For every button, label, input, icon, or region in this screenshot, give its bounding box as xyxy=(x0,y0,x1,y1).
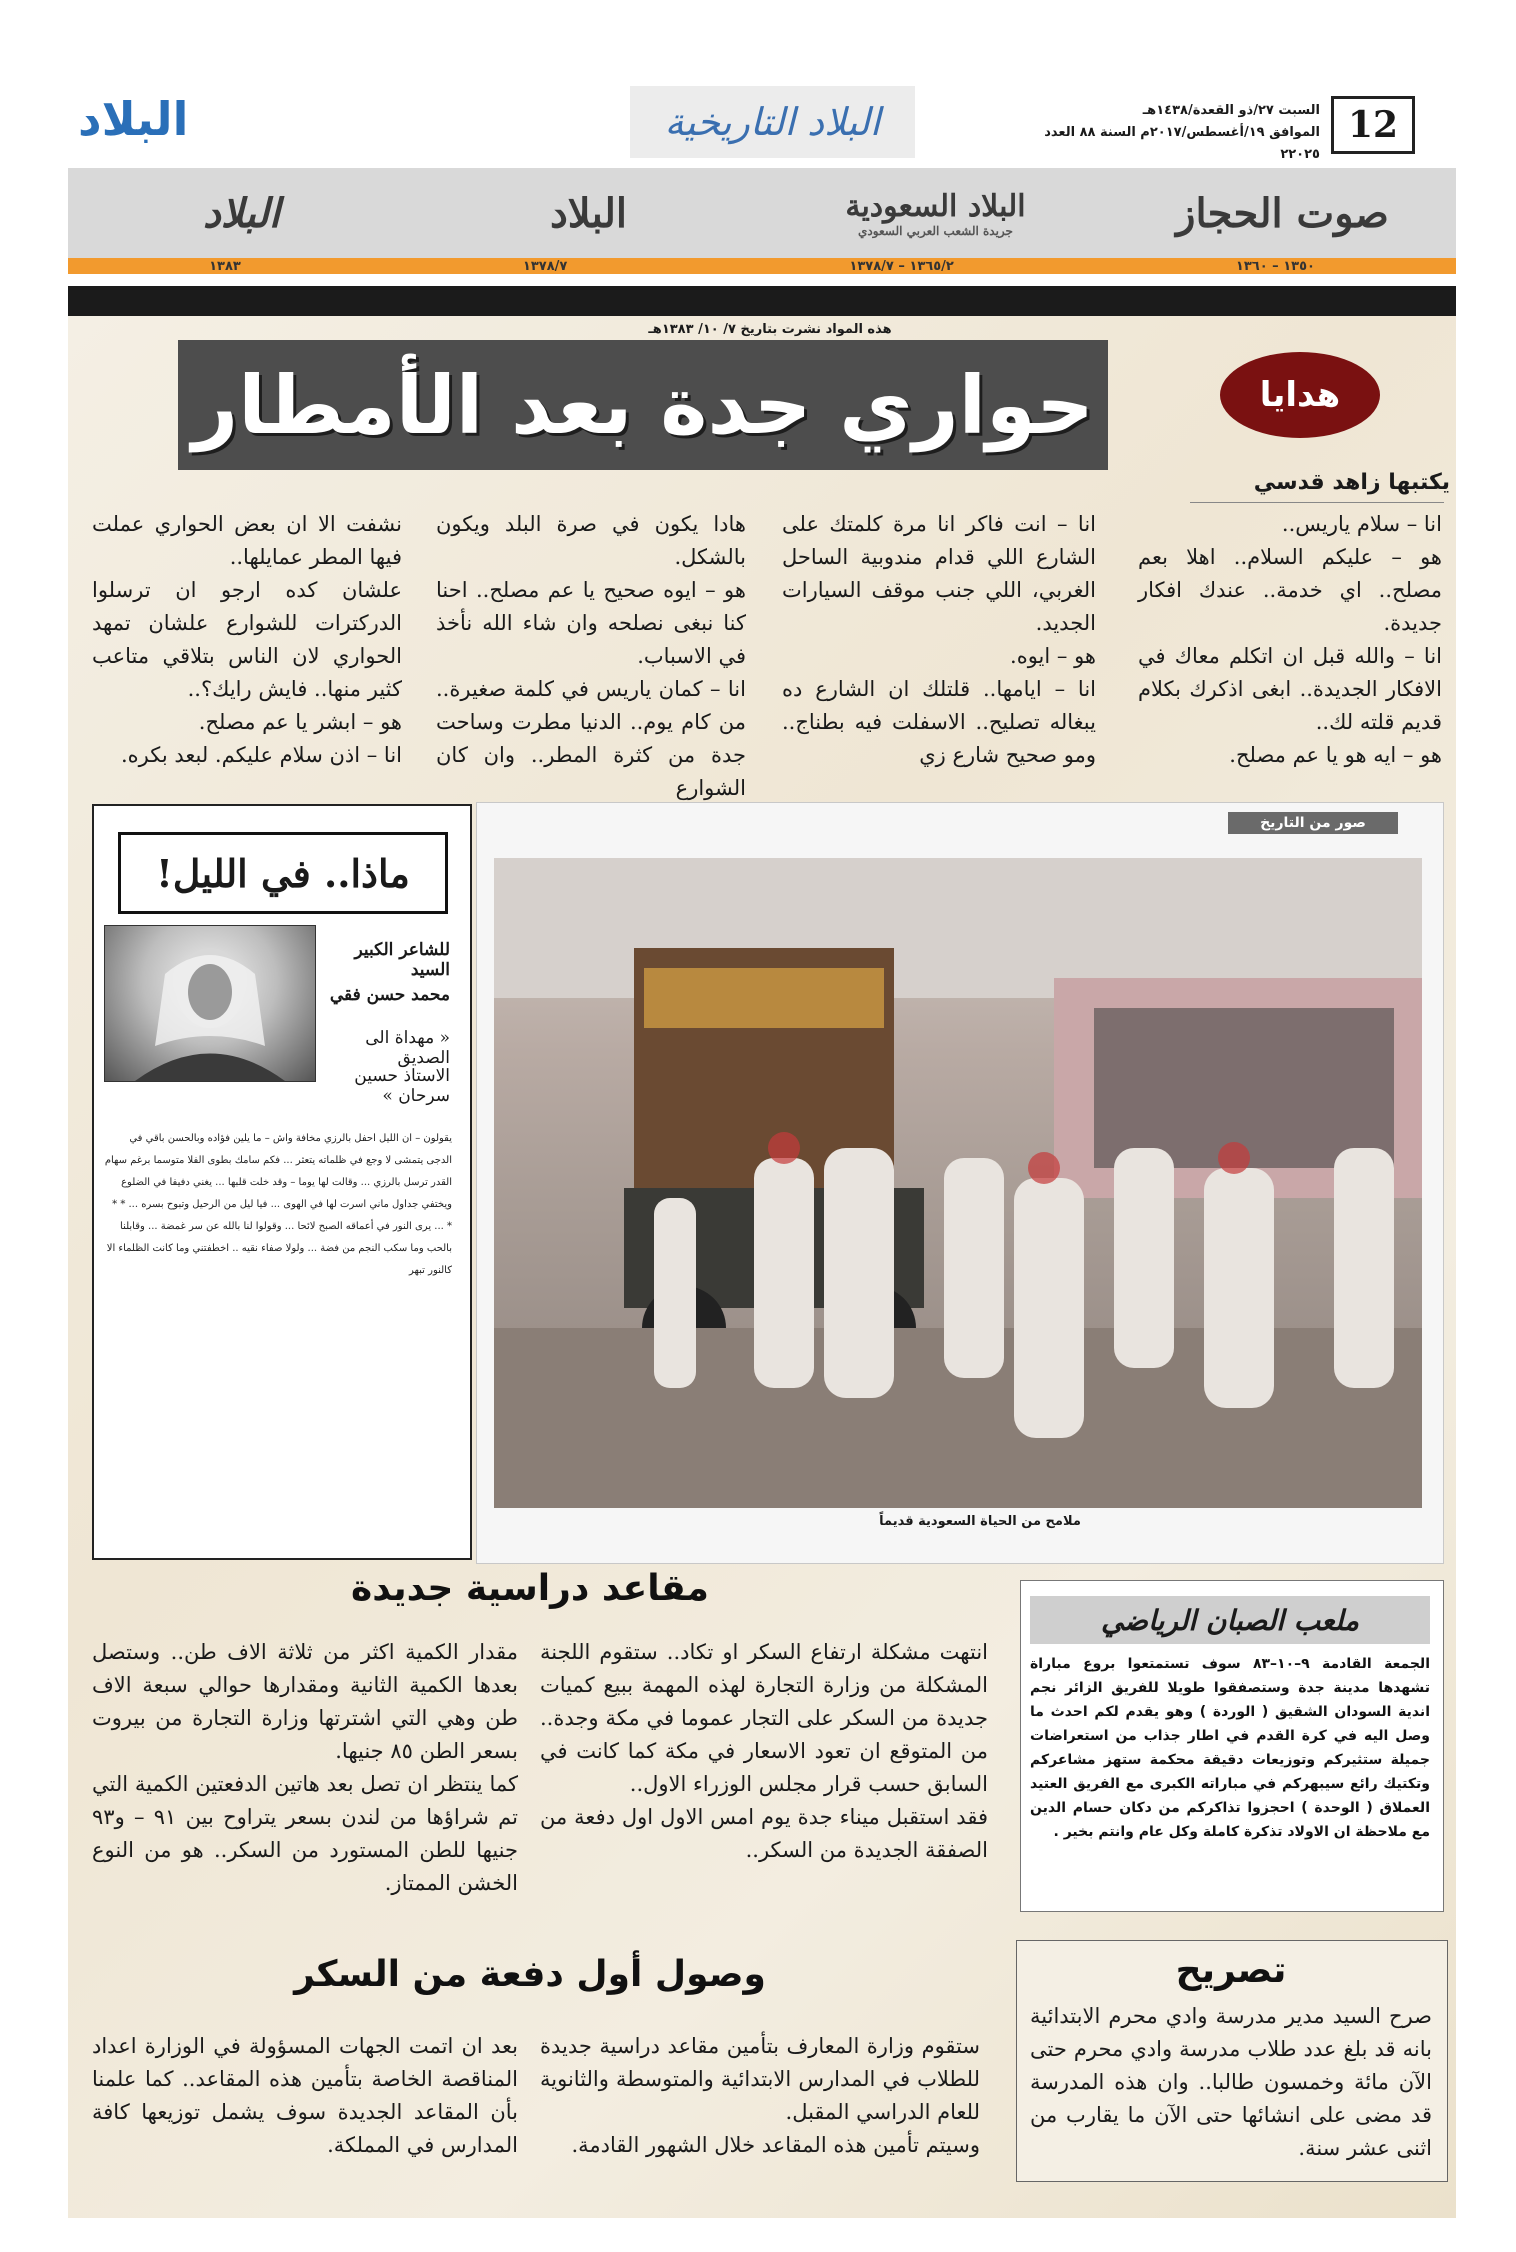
byline-rule xyxy=(1190,502,1444,503)
section-badge: هدايا xyxy=(1220,352,1380,438)
poet-portrait xyxy=(104,925,316,1082)
byline: يكتبها زاهد قدسي xyxy=(1253,470,1450,495)
sugar-column-2: بعد ان اتمت الجهات المسؤولة في الوزارة اعداد المناقصة الخاصة بتأمين هذه المقاعد.. كما علمنا بأن المقاعد الجديدة سوف يشمل توزيعها كافة المدارس في المملكة. xyxy=(92,2034,518,2157)
historical-logos-strip xyxy=(68,168,1456,258)
year-ranges-strip xyxy=(68,258,1456,274)
albilad-logo[interactable]: البلاد xyxy=(78,92,189,146)
black-divider-bar xyxy=(68,286,1456,316)
statement-title: تصريح xyxy=(1175,1950,1287,1991)
sports-clipping-title: ملعب الصبان الرياضي xyxy=(1030,1596,1430,1644)
old-logo-sawt-alhijaz: صوت الحجاز xyxy=(1176,189,1389,237)
article-column-4: نشفت الا ان بعض الحواري عملت فيها المطر عمايلها.. علشان كده ارجو ان ترسلوا الدركترات للشوارع علشان تمهد الحواري لان الناس بتلاقي متاعب كثير منها.. فايش رايك؟.. هو – ابشر يا عم مصلح. انا – اذن سلام عليكم. لبعد بكره. xyxy=(92,512,402,767)
statement-text: صرح السيد مدير مدرسة وادي محرم الابتدائية بانه قد بلغ عدد طلاب مدرسة وادي محرم حتى الآن مائة وخمسون طالبا.. وان هذه المدرسة قد مضى على انشائها حتى الآن ما يقارب من اثنى عشر سنة. xyxy=(1030,2004,1432,2160)
poet-name: محمد حسن فقي xyxy=(329,985,450,1005)
main-headline: حواري جدة بعد الأمطار xyxy=(192,358,1094,452)
year-range: ١٣٥٠ – ١٣٦٠ xyxy=(1235,258,1315,274)
dedication-line: « مهداة الى الصديق xyxy=(365,1028,450,1068)
old-logo-albilad-2: البلاد xyxy=(202,189,281,237)
section-banner: البلاد التاريخية xyxy=(630,86,915,158)
old-logo-albilad-alsaudia: البلاد السعودية جريدة الشعب العربي السعودي xyxy=(845,188,1026,238)
article-column-1: انا – سلام ياريس.. هو – عليكم السلام.. اهلا بعم مصلح.. اي خدمة.. عندك افكار جديدة. انا – والله قبل ان اتكلم معاك في الافكار الجديدة.. ابغى اذكرك بكلام قديم قلته لك.. هو – ايه هو يا عم مصلح. xyxy=(1138,512,1442,767)
issue-date-line: السبت ٢٧/ذو القعدة/١٤٣٨هـ xyxy=(1142,103,1320,118)
historical-photo[interactable] xyxy=(494,858,1422,1508)
photo-caption: ملامح من الحياة السعودية قديماً xyxy=(879,1514,1081,1529)
seats-column-1: انتهت مشكلة ارتفاع السكر او تكاد.. ستقوم اللجنة المشكلة من وزارة التجارة لهذه المهمة ببيع كميات جديدة من السكر على التجار عموما في مكة وجدة.. من المتوقع ان تعود الاسعار في مكة كما كانت في السابق حسب قرار مجلس الوزراء الاول.. فقد استقبل ميناء جدة يوم امس الاول اول دفعة من الصفقة الجديدة من السكر.. xyxy=(540,1640,988,1862)
seats-headline: مقاعد دراسية جديدة xyxy=(351,1568,709,1609)
old-logo-albilad: البلاد xyxy=(549,189,628,237)
article-column-3: هادا يكون في صرة البلد ويكون بالشكل. هو – ايوه صحيح يا عم مصلح.. احنا كنا نبغى نصلحه وان شاء الله نأخذ في الاسباب. انا – كمان ياريس في كلمة صغيرة.. من كام يوم.. الدنيا مطرت وساحت جدة من كثرة المطر.. وان كان الشوارع xyxy=(436,512,746,800)
main-headline-box xyxy=(178,340,1108,470)
page-number: 12 xyxy=(1331,96,1415,154)
sugar-column-1: ستقوم وزارة المعارف بتأمين مقاعد دراسية جديدة للطلاب في المدارس الابتدائية والمتوسطة والثانوية للعام الدراسي المقبل. وسيتم تأمين هذه المقاعد خلال الشهور القادمة. xyxy=(540,2034,980,2157)
photo-section-tag: صور من التاريخ xyxy=(1228,812,1398,834)
publication-date-note: هذه المواد نشرت بتاريخ ٧/ ١٠/ ١٣٨٣هـ xyxy=(648,322,892,337)
poem-title: ماذا.. في الليل! xyxy=(118,832,448,914)
poet-line: للشاعر الكبير السيد xyxy=(354,940,450,980)
year-range: ١٣٨٣ xyxy=(209,258,241,274)
year-range: ١٣٧٨/٧ xyxy=(522,258,568,274)
sports-clipping-text: الجمعة القادمة ٩–١٠–٨٣ سوف تستمتعوا بروع مباراة تشهدها مدينة جدة وستصفقوا طويلا للفريق الزائر نجم اندية السودان الشقيق ( الوردة ) وهو يقدم لكم احدث ما وصل اليه في كرة القدم في اطار جذاب من استعراضات جميلة ستثيركم وتوزيعات دقيقة محكمة ستهز مشاعركم وتكتيك رائع سيبهركم في مباراته الكبرى مع الفريق العتيد العملاق ( الوحدة ) احجزوا تذاكركم من دكان حسام الدين مع ملاحظة ان الاولاد تذكرة كاملة وكل عام وانتم بخير . xyxy=(1030,1656,1430,1840)
article-column-2: انا – انت فاكر انا مرة كلمتك على الشارع اللي قدام مندوبية الساحل الغربي، اللي جنب موقف السيارات الجديد. هو – ايوه. انا – ايامها.. قلتلك ان الشارع ده يبغاله تصليح.. الاسفلت فيه بطناج.. ومو صحيح شارع زي xyxy=(782,512,1096,767)
dedication-recipient: الاستاذ حسين سرحان » xyxy=(354,1066,450,1106)
poem-verses: يقولون – ان الليل احفل بالرزي مخافة واش – ما يلين فؤاده وبالحسن باقي في الدجى يتمشى لا وجع في ظلماته يتعثر ... فكم سامك بطوى الفلا متوسما برغم سهام القدر ترسل بالرزي ... وقالت لها يوما – وقد خلت قلبها ... يغني دفيفا في الضلوع ويختفي جداول ماني اسرت لها في الهوى ... فيا ليل من الرحيل وتبوح بسره ... * * * ... يرى النور في أعماقه الصبح لائحا ... وقولوا لنا بالله عن سر غمضة ... وقابلنا بالحب وما سكب النجم من فضة ... ولولا صفاء نقيه .. اخطفتني وما كانت الظلماء الا كالنور تبهر xyxy=(104,1133,452,1276)
issue-info xyxy=(1010,100,1320,166)
sugar-headline: وصول أول دفعة من السكر xyxy=(294,1954,766,1995)
seats-column-2: مقدار الكمية اكثر من ثلاثة الاف طن.. وستصل بعدها الكمية الثانية ومقدارها حوالي سبعة الاف طن وهي التي اشترتها وزارة التجارة من بيروت بسعر الطن ٨٥ جنيها. كما ينتظر ان تصل بعد هاتين الدفعتين الكمية التي تم شراؤها من لندن بسعر يتراوح بين ٩١ – و٩٣ جنيها للطن المستورد من السكر.. هو من النوع الخشن الممتاز. xyxy=(92,1640,518,1895)
year-range: ١٣٦٥/٢ – ١٣٧٨/٧ xyxy=(849,258,954,274)
issue-number-line: الموافق ١٩/أغسطس/٢٠١٧م السنة ٨٨ العدد ٢٢٠٢٥ xyxy=(1044,125,1320,162)
